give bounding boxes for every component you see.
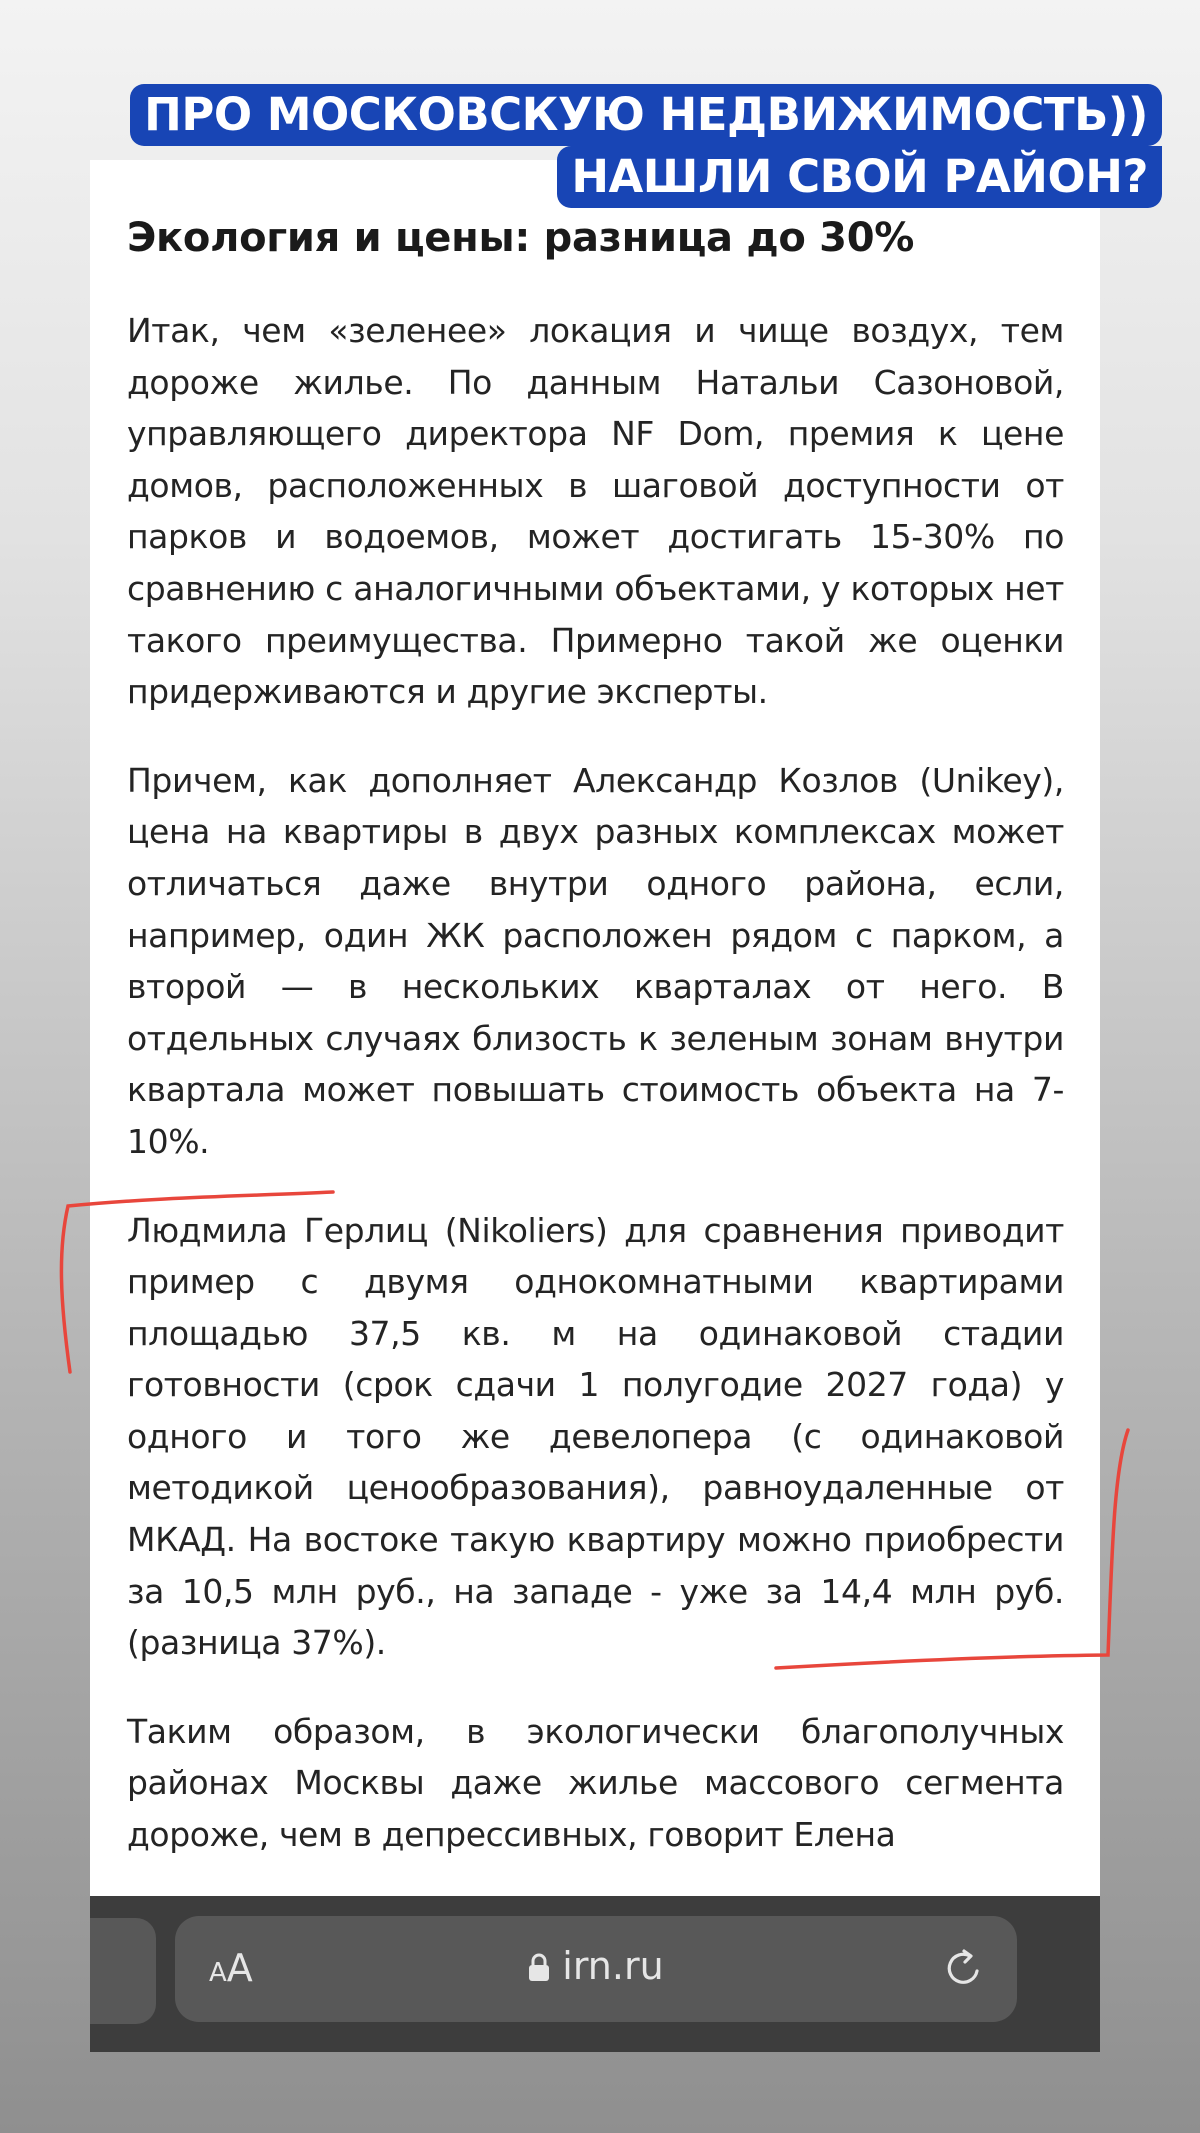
- url-display[interactable]: [175, 1944, 1017, 1991]
- browser-toolbar: [90, 1896, 1100, 2052]
- article-paragraph-2: Причем, как дополняет Александр Козлов (Unikey), цена на квартиры в двух разных комплексах может отличаться даже внутри одного района, если, например, один ЖК расположен рядом с парком, а второй — в нескольких кварталах от него. В отдельных случаях близость к зеленым зонам внутри квартала может повышать стоимость объекта на 7-10%.: [127, 760, 1064, 1161]
- article-paragraph-4: Таким образом, в экологически благополучных районах Москвы даже жилье массового сегмента дороже, чем в депрессивных, говорит Елена: [127, 1711, 1064, 1855]
- article-content: [127, 215, 1064, 1898]
- story-caption-line-2: НАШЛИ СВОЙ РАЙОН?: [557, 146, 1162, 208]
- text-size-large-glyph: A: [226, 1946, 253, 1990]
- reload-icon[interactable]: [941, 1945, 987, 1996]
- article-heading: Экология и цены: разница до 30%: [127, 215, 915, 261]
- url-text: irn.ru: [562, 1944, 664, 1988]
- text-size-small-glyph: A: [209, 1958, 227, 1988]
- article-paragraph-3: Людмила Герлиц (Nikoliers) для сравнения приводит пример с двумя однокомнатными квартирами площадью 37,5 кв. м на одинаковой стадии готовности (срок сдачи 1 полугодие 2027 года) у одного и того же девелопера (с одинаковой методикой ценообразования), равноудаленные от МКАД. На востоке такую квартиру можно приобрести за 10,5 млн руб., на западе - уже за 14,4 млн руб. (разница 37%).: [127, 1210, 1064, 1663]
- previous-tab-preview[interactable]: [90, 1918, 156, 2024]
- story-caption-line-1: ПРО МОСКОВСКУЮ НЕДВИЖИМОСТЬ)): [130, 84, 1162, 146]
- address-bar[interactable]: [175, 1916, 1017, 2022]
- lock-icon: [528, 1947, 550, 1991]
- article-card: [90, 160, 1100, 2052]
- article-paragraph-1: Итак, чем «зеленее» локация и чище воздух, тем дороже жилье. По данным Натальи Сазоновой, управляющего директора NF Dom, премия к цене домов, расположенных в шаговой доступности от парков и водоемов, может достигать 15-30% по сравнению с аналогичными объектами, у которых нет такого преимущества. Примерно такой же оценки придерживаются и другие эксперты.: [127, 311, 1064, 712]
